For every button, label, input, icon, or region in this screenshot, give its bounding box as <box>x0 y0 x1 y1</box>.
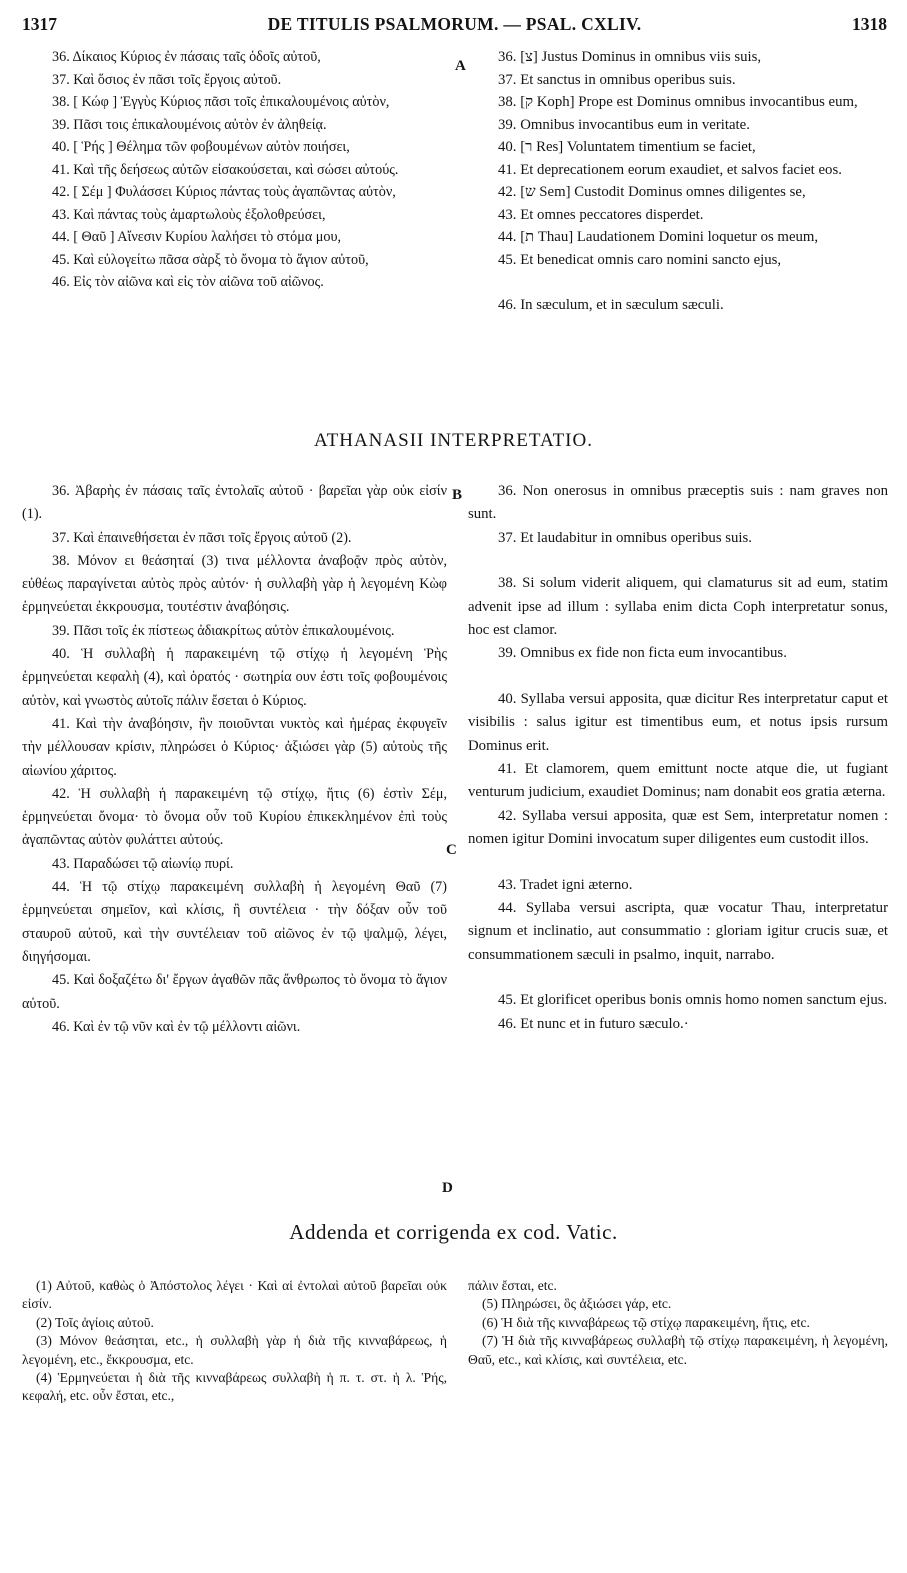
section-title: ATHANASII INTERPRETATIO. <box>314 430 593 451</box>
page-number-left: 1317 <box>22 14 57 34</box>
commentary-41-latin: 41. Et clamorem, quem emittunt nocte atque die, ut fugiant venturum judicium, exaudiet Dominus; nam donabit eos gratia æterna. <box>468 760 888 801</box>
verse-36-greek: 36. Δίκαιος Κύριος ἐν πάσαις ταῖς ὁδοῖς αὐτοῦ, <box>52 49 321 65</box>
commentary-45-latin: 45. Et glorificet operibus bonis omnis homo nomen sanctum ejus. <box>498 992 888 1009</box>
commentary-36-latin: 36. Non onerosus in omnibus præceptis suis : nam graves non sunt. <box>468 483 888 523</box>
footnote-1: (1) Αὐτοῦ, καθὼς ὁ Ἀπόστολος λέγει · Καὶ αἱ ἐντολαὶ αὐτοῦ βαρεῖαι οὐκ εἰσίν. <box>22 1278 447 1312</box>
commentary-40-latin: 40. Syllaba versui apposita, quæ dicitur Res interpretatur caput et visibilis : salus igitur est timentibus eum, et notus ipsis rursum Dominus erit. <box>468 691 888 754</box>
commentary-38-greek: 38. Μόνον ει θεάσηταί (3) τινα μέλλοντα ἀναβοᾷν πρὸς αὐτὸν, εὐθέως παραγίνεται αὐτὸς πρὸς αὐτόν· ἡ συλλαβὴ γὰρ ἡ λεγομένη Κὼφ ἑρμηνεύεται ἐκκρουσμα, τουτέστιν ἀναβόησις. <box>22 552 447 616</box>
verse-45-greek: 45. Καὶ εὐλογείτω πᾶσα σὰρξ τὸ ὄνομα τὸ ἅγιον αὐτοῦ, <box>52 251 369 268</box>
commentary-39-latin: 39. Omnibus ex fide non ficta eum invocantibus. <box>498 645 787 662</box>
running-header <box>22 8 887 34</box>
margin-marker-d: D <box>442 1180 453 1196</box>
margin-marker-c: C <box>446 842 457 858</box>
margin-marker-b: B <box>452 487 463 503</box>
footnote-3: (3) Μόνον θεάσηται, etc., ἡ συλλαβὴ γὰρ ἡ διὰ τῆς κινναβάρεως, ἡ λεγομένη, etc., ἔκκρουσμα, etc. <box>22 1333 447 1367</box>
verse-41-greek: 41. Καὶ τῆς δεήσεως αὐτῶν εἰσακούσεται, καὶ σώσει αὐτούς. <box>52 161 399 178</box>
athanasius-greek-column <box>22 480 447 1039</box>
psalm-greek-column <box>22 46 447 294</box>
commentary-40-greek: 40. Ἡ συλλαβὴ ἡ παρακειμένη τῷ στίχῳ ἡ λεγομένη Ῥὴς ἑρμηνεύεται κεφαλὴ (4), καὶ ὁρατός · σωτηρία ουν ἐστι τοῖς φοβουμένοις αὐτὸν, καὶ γνωστὸς αὐτοῖς πάλιν ἔσεται ὁ Κύριος. <box>22 646 447 709</box>
footnote-5: (5) Πληρώσει, ὃς ἀξιώσει γάρ, etc. <box>482 1296 672 1312</box>
commentary-42-latin: 42. Syllaba versui apposita, quæ est Sem, interpretatur nomen : nomen igitur Domini invocatum super diligentes eum custodit illos. <box>468 807 888 847</box>
verse-39-latin: 39. Omnibus invocantibus eum in veritate. <box>498 116 750 133</box>
margin-marker-a: A <box>455 58 466 74</box>
spacer <box>468 967 888 990</box>
verse-38-latin: 38. [ק Koph] Prope est Dominus omnibus invocantibus eum, <box>498 94 858 110</box>
footnote-2: (2) Τοῖς ἁγίοις αὐτοῦ. <box>36 1314 154 1330</box>
footnote-6: (6) Ἡ διὰ τῆς κινναβάρεως τῷ στίχῳ παρακειμένη, ἥτις, etc. <box>482 1314 810 1330</box>
commentary-37-latin: 37. Et laudabitur in omnibus operibus suis. <box>498 529 752 546</box>
verse-40-greek: 40. [ Ῥής ] Θέλημα τῶν φοβουμένων αὐτὸν ποιήσει, <box>52 139 350 155</box>
verse-44-latin: 44. [ת Thau] Laudationem Domini loquetur os meum, <box>498 229 819 245</box>
commentary-39-greek: 39. Πᾶσι τοῖς ἐκ πίστεως ἀδιακρίτως αὐτὸν ἐπικαλουμένοις. <box>52 622 395 639</box>
commentary-36-greek: 36. Ἀβαρὴς ἐν πάσαις ταῖς ἐντολαῖς αὐτοῦ · βαρεῖαι γὰρ οὐκ εἰσίν (1). <box>22 483 447 523</box>
verse-37-greek: 37. Καὶ ὅσιος ἐν πᾶσι τοῖς ἔργοις αὐτοῦ. <box>52 71 282 88</box>
commentary-41-greek: 41. Καὶ τὴν ἀναβόησιν, ἣν ποιοῦνται νυκτὸς καὶ ἡμέρας ἐκφυγεῖν τὴν μέλλουσαν κρίσιν, πληρώσει ὁ Κύριος· ἀξιώσει γὰρ (5) αὐτοὺς τῆς αἰωνίου χάριτος. <box>22 715 447 779</box>
commentary-46-latin: 46. Et nunc et in futuro sæculo.· <box>498 1015 689 1032</box>
athanasius-latin-column <box>468 480 888 1036</box>
verse-42-latin: 42. [ש Sem] Custodit Dominus omnes diligentes se, <box>498 184 806 200</box>
verse-45-latin: 45. Et benedicat omnis caro nomini sancto ejus, <box>498 251 782 268</box>
verse-43-greek: 43. Καὶ πάντας τοὺς ἁμαρτωλοὺς ἐξολοθρεύσει, <box>52 206 326 223</box>
spacer <box>468 851 888 874</box>
commentary-44-latin: 44. Syllaba versui ascripta, quæ vocatur Thau, interpretatur signum et inclinatio, aut consummatio : gloriam igitur crucis suæ, et consummationem sæculi in psalmo, inquit, narrabo. <box>468 899 888 963</box>
verse-37-latin: 37. Et sanctus in omnibus operibus suis. <box>498 71 736 88</box>
addenda-title: Addenda et corrigenda ex cod. Vatic. <box>289 1220 618 1244</box>
running-title: DE TITULIS PSALMORUM. — PSAL. CXLIV. <box>267 14 642 34</box>
footnote-7: (7) Ἡ διὰ τῆς κινναβάρεως συλλαβὴ τῷ στίχῳ παρακειμένη, ἡ λεγομένη, Θαῦ, etc., καὶ κλίσις, καὶ συντέλεια, etc. <box>468 1333 888 1367</box>
spacer <box>468 271 888 294</box>
commentary-43-greek: 43. Παραδώσει τῷ αἰωνίῳ πυρί. <box>52 855 234 872</box>
commentary-43-latin: 43. Tradet igni æterno. <box>498 876 633 893</box>
footnotes-right <box>468 1277 888 1369</box>
verse-41-latin: 41. Et deprecationem eorum exaudiet, et salvos faciet eos. <box>498 161 842 178</box>
commentary-44-greek: 44. Ἡ τῷ στίχῳ παρακειμένη συλλαβὴ ἡ λεγομένη Θαῦ (7) ἑρμηνεύεται σημεῖον, καὶ κλίσις, ἢ συντέλεια · τὴν δόξαν οὖν τοῦ σταυροῦ αὐτοῦ, καὶ τὴν συντέλειαν τοῦ αἰῶνος ἐν τῷ ψαλμῷ, λέγει, διηγήσομαι. <box>22 879 447 965</box>
commentary-42-greek: 42. Ἡ συλλαβὴ ἡ παρακειμένη τῷ στίχῳ, ἥτις (6) ἐστὶν Σέμ, ἑρμηνεύεται ὄνομα· τὸ ὄνομα οὖν τοῦ Κυρίου ἐπικεκλημένον ἐπὶ τοὺς ἀγαπῶντας αὐτὸν φυλάττει αὐτούς. <box>22 785 447 849</box>
verse-46-latin: 46. In sæculum, et in sæculum sæculi. <box>498 296 724 313</box>
verse-36-latin: 36. [צ] Justus Dominus in omnibus viis suis, <box>498 49 762 65</box>
verse-39-greek: 39. Πᾶσι τοις ἐπικαλουμένοις αὐτὸν ἐν ἀληθείᾳ. <box>52 116 327 133</box>
footnotes-left <box>22 1277 447 1406</box>
verse-38-greek: 38. [ Κώφ ] Ἐγγὺς Κύριος πᾶσι τοῖς ἐπικαλουμένοις αὐτὸν, <box>52 94 390 110</box>
verse-40-latin: 40. [ר Res] Voluntatem timentium se faciet, <box>498 139 756 155</box>
verse-42-greek: 42. [ Σέμ ] Φυλάσσει Κύριος πάντας τοὺς ἀγαπῶντας αὐτὸν, <box>52 184 396 200</box>
psalm-latin-column <box>468 46 888 316</box>
footnote-4-continued: πάλιν ἔσται, etc. <box>468 1278 557 1293</box>
verse-44-greek: 44. [ Θαῦ ] Αἴνεσιν Κυρίου λαλήσει τὸ στόμα μου, <box>52 229 342 245</box>
commentary-37-greek: 37. Καὶ ἐπαινεθήσεται ἐν πᾶσι τοῖς ἔργοις αὐτοῦ (2). <box>52 529 352 546</box>
verse-43-latin: 43. Et omnes peccatores disperdet. <box>498 206 704 223</box>
spacer <box>468 550 888 573</box>
footnote-4: (4) Ἑρμηνεύεται ἡ διὰ τῆς κινναβάρεως συλλαβὴ ἡ π. τ. στ. ἡ λ. Ῥής, κεφαλή, etc. οὖν ἔσται, etc., <box>22 1370 447 1404</box>
verse-46-greek: 46. Εἰς τὸν αἰῶνα καὶ εἰς τὸν αἰῶνα τοῦ αἰῶνος. <box>52 274 324 290</box>
commentary-38-latin: 38. Si solum viderit aliquem, qui clamaturus sit ad eum, statim advenit ipse ad illum : syllaba enim dicta Coph interpretatur sonus, hoc est clamor. <box>468 575 888 638</box>
commentary-45-greek: 45. Καὶ δοξαζέτω δι' ἔργων ἀγαθῶν πᾶς ἄνθρωπος τὸ ὄνομα τὸ ἅγιον αὐτοῦ. <box>22 972 447 1012</box>
page-number-right: 1318 <box>852 14 887 34</box>
spacer <box>468 666 888 689</box>
commentary-46-greek: 46. Καὶ ἐν τῷ νῦν καὶ ἐν τῷ μέλλοντι αἰῶνι. <box>52 1018 301 1035</box>
